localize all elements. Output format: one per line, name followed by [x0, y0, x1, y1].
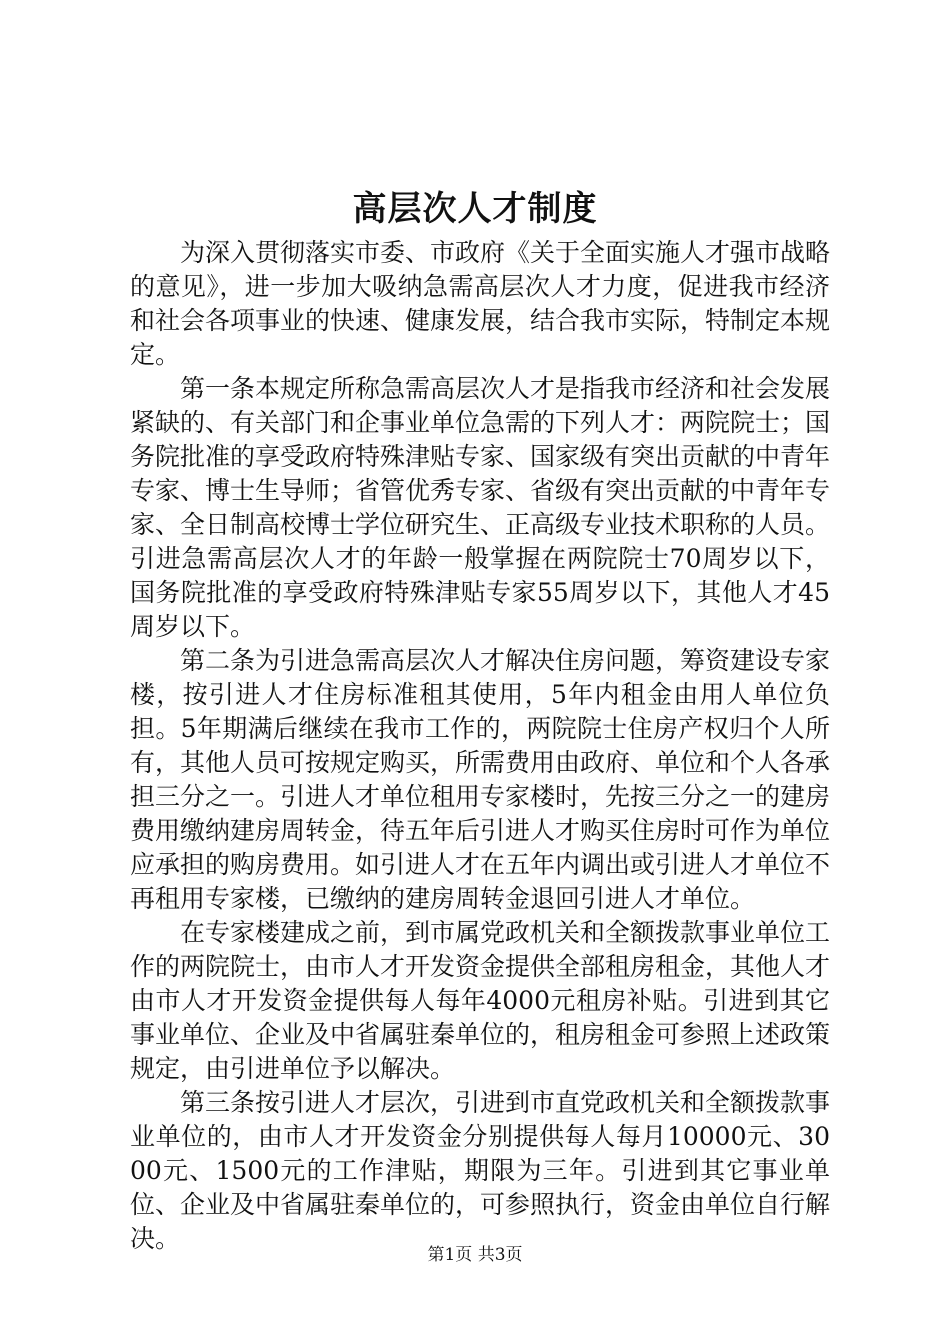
page-footer: 第1页 共3页 — [427, 1245, 523, 1265]
article-2-paragraph: 第二条为引进急需高层次人才解决住房问题，筹资建设专家楼，按引进人才住房标准租其使用，5年内租金由用人单位负担。5年期满后继续在我市工作的，两院院士住房产权归个人所有，其他人员可按规定购买，所需费用由政府、单位和个人各承担三分之一。引进人才单位租用专家楼时，先按三分之一的建房费用缴纳建房周转金，待五年后引进人才购买住房时可作为单位应承担的购房费用。如引进人才在五年内调出或引进人才单位不再租用专家楼，已缴纳的建房周转金退回引进人才单位。 — [130, 646, 831, 913]
article-3-paragraph: 第三条按引进人才层次，引进到市直党政机关和全额拨款事业单位的，由市人才开发资金分别提供每人每月10000元、3000元、1500元的工作津贴，期限为三年。引进到其它事业单位、企业及中省属驻秦单位的，可参照执行，资金由单位自行解决。 — [130, 1088, 831, 1253]
document-title: 高层次人才制度 — [352, 189, 598, 229]
intro-paragraph: 为深入贯彻落实市委、市政府《关于全面实施人才强市战略的意见》，进一步加大吸纳急需高层次人才力度，促进我市经济和社会各项事业的快速、健康发展，结合我市实际，特制定本规定。 — [130, 238, 831, 369]
article-2-supplement-paragraph: 在专家楼建成之前，到市属党政机关和全额拨款事业单位工作的两院院士，由市人才开发资金提供全部租房租金，其他人才由市人才开发资金提供每人每年4000元租房补贴。引进到其它事业单位、企业及中省属驻秦单位的，租房租金可参照上述政策规定，由引进单位予以解决。 — [130, 918, 831, 1083]
article-1-paragraph: 第一条本规定所称急需高层次人才是指我市经济和社会发展紧缺的、有关部门和企事业单位急需的下列人才：两院院士；国务院批准的享受政府特殊津贴专家、国家级有突出贡献的中青年专家、博士生导师；省管优秀专家、省级有突出贡献的中青年专家、全日制高校博士学位研究生、正高级专业技术职称的人员。引进急需高层次人才的年龄一般掌握在两院院士70周岁以下，国务院批准的享受政府特殊津贴专家55周岁以下，其他人才45周岁以下。 — [130, 374, 831, 641]
document-body — [130, 236, 830, 1256]
